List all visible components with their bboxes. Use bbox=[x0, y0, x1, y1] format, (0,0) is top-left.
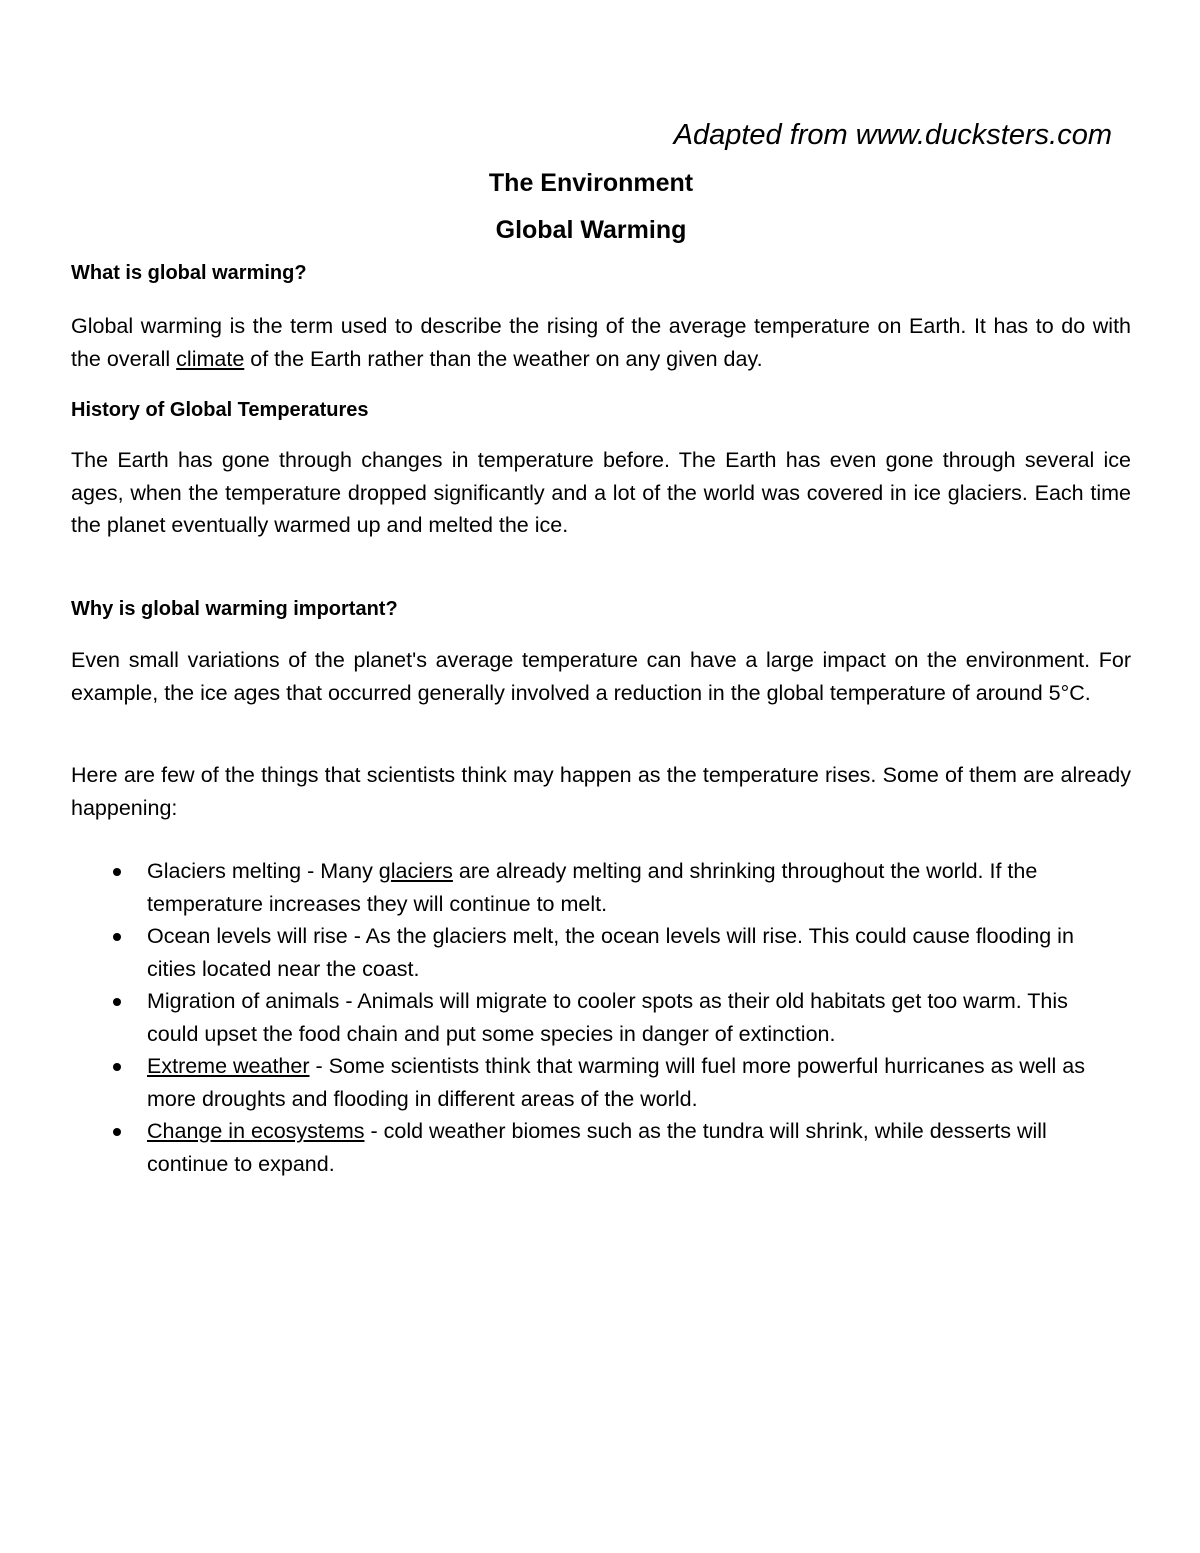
bullet-icon bbox=[113, 1128, 121, 1136]
section-paragraph-what-is bbox=[71, 310, 1131, 375]
paragraph-text: Global warming is the term used to describe the rising of the average temperature on Earth. It has to do with the overall bbox=[71, 314, 1131, 371]
list-item bbox=[110, 1115, 1110, 1180]
section-paragraph-importance: Even small variations of the planet's average temperature can have a large impact on the environment. For example, the ice ages that occurred generally involved a reduction in the global temperature of around 5°C. bbox=[71, 648, 1131, 705]
document-subtitle: Global Warming bbox=[495, 216, 687, 244]
list-item-text: are already melting and shrinking throughout the world. If the temperature increases they will continue to melt. bbox=[147, 859, 1038, 916]
list-item bbox=[110, 920, 1110, 985]
section-heading-importance: Why is global warming important? bbox=[71, 598, 398, 620]
change-in-ecosystems-link[interactable]: Change in ecosystems bbox=[147, 1119, 365, 1143]
glaciers-link[interactable]: glaciers bbox=[378, 859, 453, 883]
section-heading-what-is: What is global warming? bbox=[71, 262, 307, 284]
list-item bbox=[110, 1050, 1110, 1115]
extreme-weather-link[interactable]: Extreme weather bbox=[147, 1054, 310, 1078]
climate-link[interactable]: climate bbox=[176, 346, 245, 371]
bullet-icon bbox=[113, 998, 121, 1006]
bullet-icon bbox=[113, 933, 121, 941]
source-note: Adapted from www.ducksters.com bbox=[673, 119, 1112, 151]
bullet-icon bbox=[113, 868, 121, 876]
list-item-text: Glaciers melting - Many bbox=[147, 859, 379, 883]
section-paragraph-effects-intro: Here are few of the things that scientists think may happen as the temperature rises. Some of them are already happening: bbox=[71, 763, 1131, 820]
section-paragraph-history: The Earth has gone through changes in temperature before. The Earth has even gone through several ice ages, when the temperature dropped significantly and a lot of the world was covered in ice glaciers. Each time the planet eventually warmed up and melted the ice. bbox=[71, 448, 1131, 537]
list-item bbox=[110, 855, 1110, 920]
bullet-icon bbox=[113, 1063, 121, 1071]
section-heading-history: History of Global Temperatures bbox=[71, 399, 369, 421]
list-item-text: - Some scientists think that warming will fuel more powerful hurricanes as well as more droughts and flooding in different areas of the world. bbox=[147, 1054, 1086, 1111]
document-title: The Environment bbox=[488, 169, 694, 197]
paragraph-text: of the Earth rather than the weather on any given day. bbox=[244, 346, 763, 371]
list-item bbox=[110, 985, 1110, 1050]
list-item-text: Migration of animals - Animals will migrate to cooler spots as their old habitats get too warm. This could upset the food chain and put some species in danger of extinction. bbox=[147, 989, 1068, 1046]
effects-list bbox=[110, 855, 1110, 1180]
list-item-text: - cold weather biomes such as the tundra will shrink, while desserts will continue to expand. bbox=[147, 1119, 1047, 1176]
list-item-text: Ocean levels will rise - As the glaciers melt, the ocean levels will rise. This could cause flooding in cities located near the coast. bbox=[147, 924, 1074, 981]
